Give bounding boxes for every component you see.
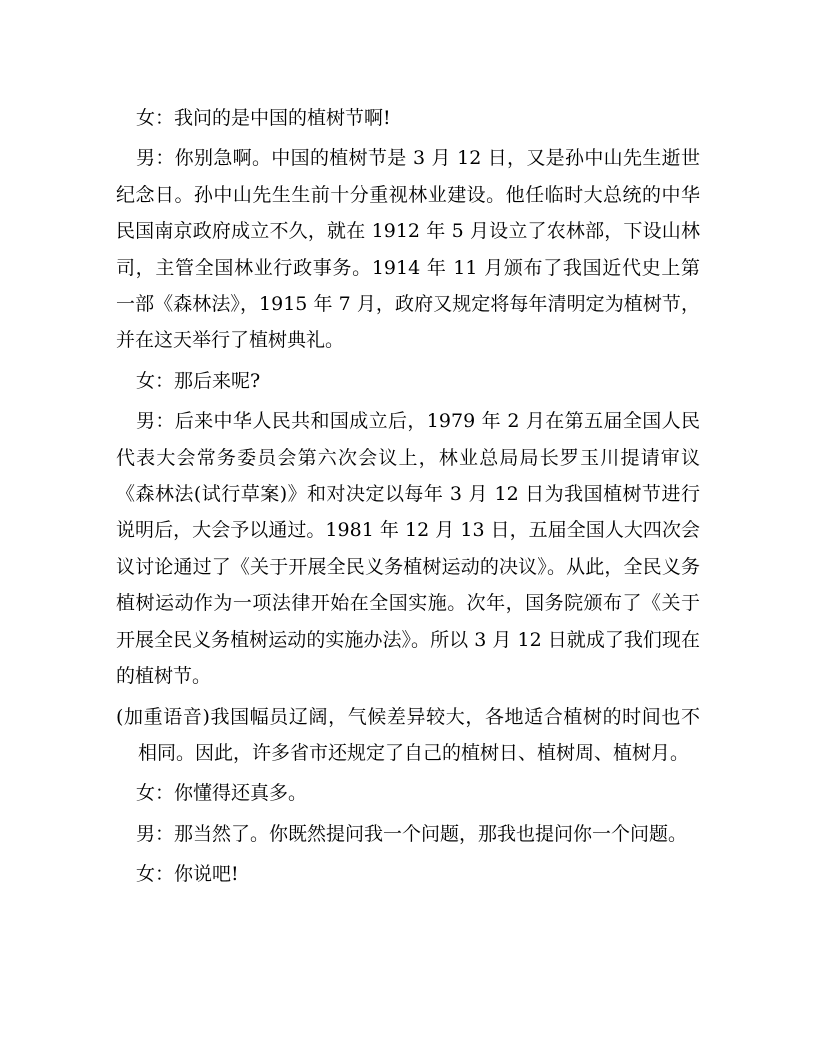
paragraph-male-answer-prc xyxy=(116,403,700,694)
paragraph-male-counter-question xyxy=(116,816,700,852)
paragraph-text: 男：你别急啊。中国的植树节是 3 月 12 日，又是孙中山先生逝世纪念日。孙中山先生生前十分重视林业建设。他任临时大总统的中华民国南京政府成立不久，就在 1912 年 5 月设立了农林部，下设山林司，主管全国林业行政事务。1914 年 11 月颁布了我国近代史上第一部《森林法》，1915 年 7 月，政府又规定将每年清明定为植树节，并在这天举行了植树典礼。 xyxy=(116,147,700,352)
paragraph-text: 女：你懂得还真多。 xyxy=(136,782,308,805)
paragraph-text: (加重语音)我国幅员辽阔，气候差异较大，各地适合植树的时间也不相同。因此，许多省市还规定了自己的植树日、植树周、植树月。 xyxy=(116,705,700,764)
paragraph-text: 女：你说吧! xyxy=(136,863,239,886)
paragraph-text: 女：那后来呢? xyxy=(136,369,261,392)
paragraph-male-answer-arbor-day-history xyxy=(116,140,700,358)
paragraph-text: 男：那当然了。你既然提问我一个问题，那我也提问你一个问题。 xyxy=(136,822,688,845)
document-body xyxy=(116,100,700,897)
paragraph-female-question xyxy=(116,100,700,136)
paragraph-text: 女：我问的是中国的植树节啊! xyxy=(136,107,391,129)
paragraph-female-followup xyxy=(116,363,700,399)
paragraph-female-praise xyxy=(116,775,700,811)
paragraph-text: 男：后来中华人民共和国成立后，1979 年 2 月在第五届全国人民代表大会常务委员会第六次会议上，林业总局局长罗玉川提请审议《森林法(试行草案)》和对决定以每年 3 月 12 日为我国植树节进行说明后，大会予以通过。1981 年 12 月 13 日，五届全国人大四次会议讨论通过了《关于开展全民义务植树运动的决议》。从此，全民义务植树运动作为一项法律开始在全国实施。次年，国务院颁布了《关于开展全民义务植树运动的实施办法》。所以 3 月 12 日就成了我们现在的植树节。 xyxy=(116,410,700,688)
paragraph-emphasis-note xyxy=(116,699,700,772)
paragraph-female-go-ahead xyxy=(116,856,700,892)
